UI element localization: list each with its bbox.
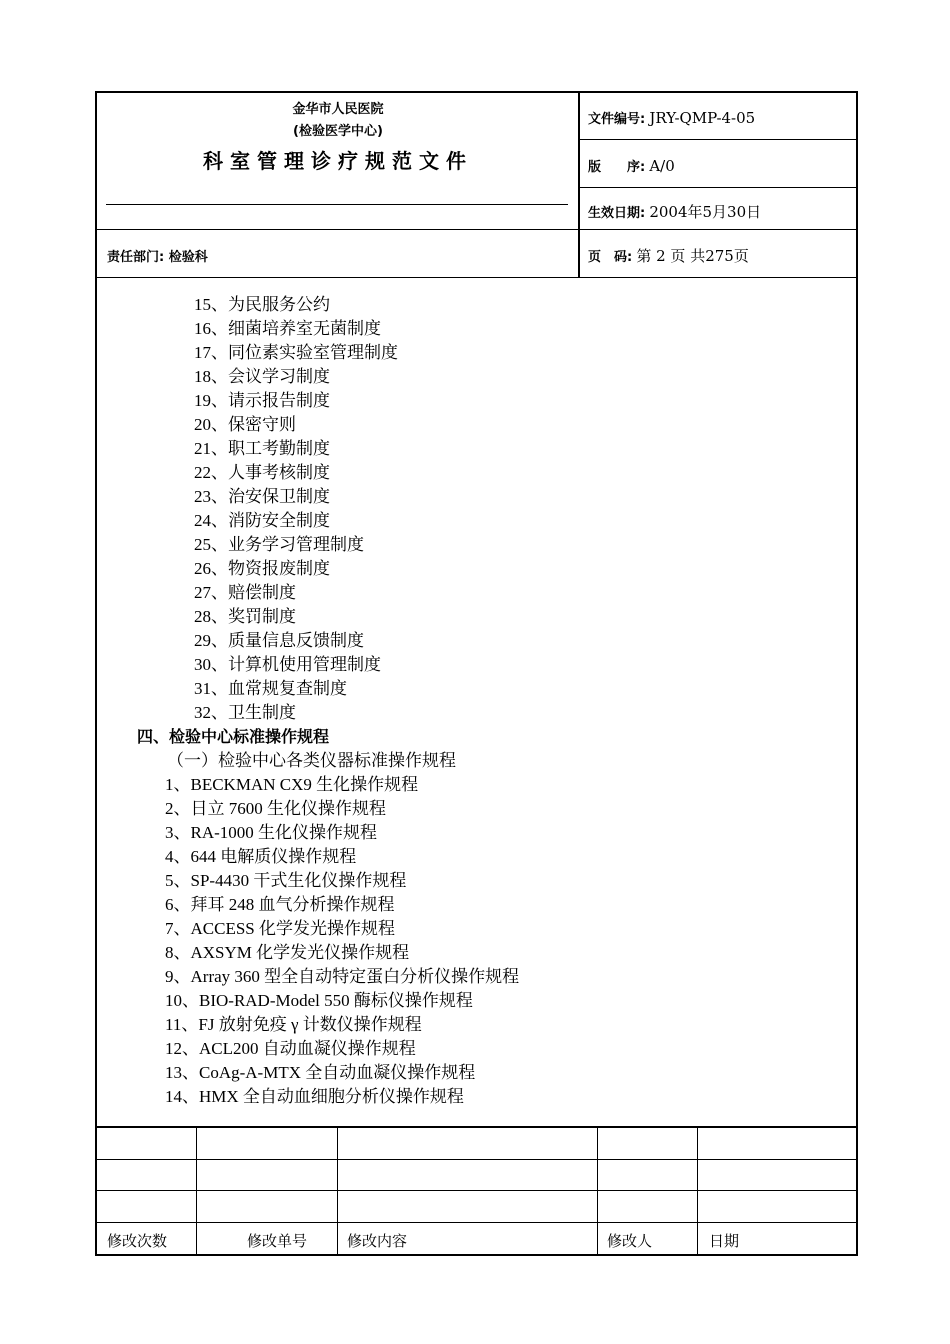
list-item: 7、ACCESS 化学发光操作规程 bbox=[165, 919, 395, 938]
list-item: 22、人事考核制度 bbox=[194, 463, 330, 482]
list-item: 15、为民服务公约 bbox=[194, 295, 330, 314]
list-item: 30、计算机使用管理制度 bbox=[194, 655, 381, 674]
list-item: 23、治安保卫制度 bbox=[194, 487, 330, 506]
list-item: 29、质量信息反馈制度 bbox=[194, 631, 364, 650]
footer-vline-3 bbox=[597, 1126, 598, 1256]
list-item: 11、FJ 放射免疫 γ 计数仪操作规程 bbox=[165, 1015, 422, 1034]
list-item: 27、赔偿制度 bbox=[194, 583, 296, 602]
effective-date bbox=[588, 201, 761, 222]
list-item: 10、BIO-RAD-Model 550 酶标仪操作规程 bbox=[165, 991, 473, 1010]
dept-row-bottom bbox=[97, 277, 858, 278]
dept-label: 责任部门: bbox=[107, 250, 165, 265]
footer-reviser: 修改人 bbox=[607, 1232, 653, 1250]
dept-value: 检验科 bbox=[168, 250, 208, 265]
file-number-label: 文件编号: bbox=[588, 112, 646, 127]
list-item: 2、日立 7600 生化仪操作规程 bbox=[165, 799, 386, 818]
file-number bbox=[588, 108, 755, 127]
footer-vline-1 bbox=[196, 1126, 197, 1256]
list-item: 19、请示报告制度 bbox=[194, 391, 330, 410]
footer-rule-3 bbox=[97, 1190, 858, 1191]
footer-revision-count: 修改次数 bbox=[107, 1232, 168, 1250]
subsection-title: （一）检验中心各类仪器标准操作规程 bbox=[167, 751, 456, 770]
list-item: 17、同位素实验室管理制度 bbox=[194, 343, 398, 362]
list-item: 12、ACL200 自动血凝仪操作规程 bbox=[165, 1039, 416, 1058]
list-item: 31、血常规复查制度 bbox=[194, 679, 347, 698]
document-title: 科室管理诊疗规范文件 bbox=[203, 149, 473, 173]
version-value: A/0 bbox=[649, 157, 675, 175]
footer-revision-no: 修改单号 bbox=[247, 1232, 308, 1250]
list-item: 16、细菌培养室无菌制度 bbox=[194, 319, 381, 338]
header-rule-1 bbox=[578, 139, 858, 140]
footer-rule-2 bbox=[97, 1159, 858, 1160]
dept-row-top bbox=[97, 229, 858, 230]
list-item: 4、644 电解质仪操作规程 bbox=[165, 847, 357, 866]
section-title: 四、检验中心标准操作规程 bbox=[137, 727, 330, 746]
list-item: 3、RA-1000 生化仪操作规程 bbox=[165, 823, 378, 842]
version bbox=[588, 156, 675, 175]
list-item: 6、拜耳 248 血气分析操作规程 bbox=[165, 895, 395, 914]
effective-date-value: 2004年5月30日 bbox=[649, 203, 762, 221]
center-name: (检验医学中心) bbox=[293, 124, 383, 139]
title-underline bbox=[106, 204, 568, 205]
list-item: 20、保密守则 bbox=[194, 415, 296, 434]
page-number bbox=[588, 245, 749, 266]
list-item: 8、AXSYM 化学发光仪操作规程 bbox=[165, 943, 410, 962]
list-item: 21、职工考勤制度 bbox=[194, 439, 330, 458]
list-item: 1、BECKMAN CX9 生化操作规程 bbox=[165, 775, 419, 794]
page-label: 页 码: bbox=[588, 250, 633, 265]
list-item: 32、卫生制度 bbox=[194, 703, 296, 722]
list-item: 13、CoAg-A-MTX 全自动血凝仪操作规程 bbox=[165, 1063, 476, 1082]
responsible-dept bbox=[107, 246, 208, 265]
list-item: 26、物资报废制度 bbox=[194, 559, 330, 578]
effective-date-label: 生效日期: bbox=[588, 206, 646, 221]
version-label: 版 序: bbox=[588, 160, 646, 175]
document-frame bbox=[95, 91, 858, 1256]
footer-vline-4 bbox=[697, 1126, 698, 1256]
footer-revision-content: 修改内容 bbox=[347, 1232, 408, 1250]
file-number-value: JRY-QMP-4-05 bbox=[649, 109, 756, 127]
list-item: 25、业务学习管理制度 bbox=[194, 535, 364, 554]
page-value: 第 2 页 共275页 bbox=[636, 247, 749, 265]
footer-rule-4 bbox=[97, 1222, 858, 1223]
list-item: 28、奖罚制度 bbox=[194, 607, 296, 626]
list-item: 24、消防安全制度 bbox=[194, 511, 330, 530]
footer-rule-1 bbox=[97, 1126, 858, 1128]
hospital-name: 金华市人民医院 bbox=[292, 102, 384, 117]
list-item: 5、SP-4430 干式生化仪操作规程 bbox=[165, 871, 407, 890]
list-item: 14、HMX 全自动血细胞分析仪操作规程 bbox=[165, 1087, 464, 1106]
footer-date: 日期 bbox=[709, 1232, 740, 1250]
list-item: 18、会议学习制度 bbox=[194, 367, 330, 386]
header-rule-2 bbox=[578, 187, 858, 188]
footer-vline-2 bbox=[337, 1126, 338, 1256]
list-item: 9、Array 360 型全自动特定蛋白分析仪操作规程 bbox=[165, 967, 520, 986]
